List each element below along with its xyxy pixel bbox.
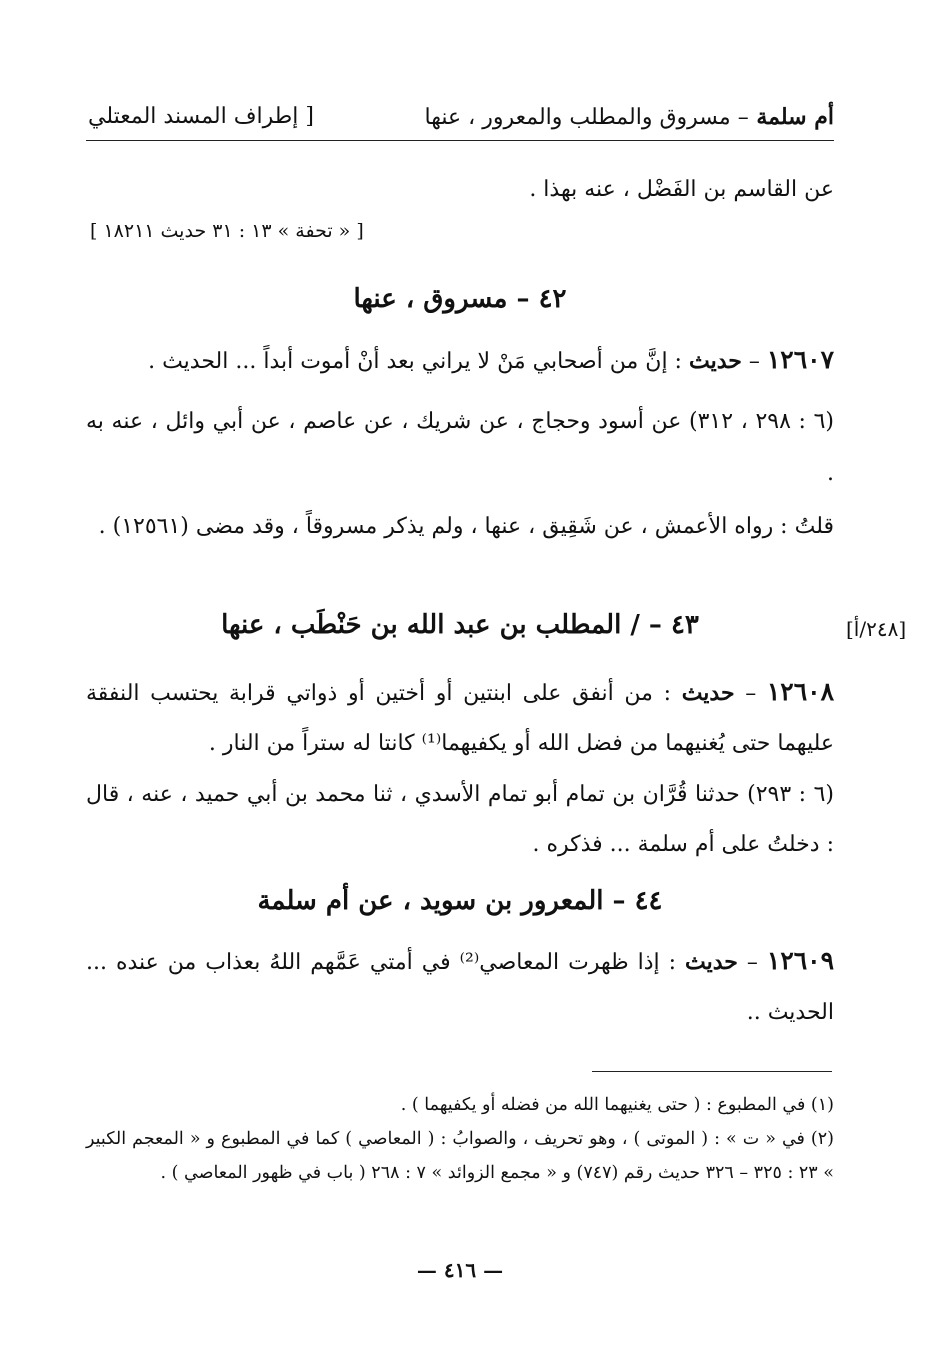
hadith-text: : إنَّ من أصحابي مَنْ لا يراني بعد أنْ أموت أبداً ... الحديث . (148, 349, 682, 374)
hadith-12607 (86, 335, 834, 387)
hadith-12607-isnad: (٦ : ٢٩٨ ، ٣١٢) عن أسود وحجاج ، عن شريك ، عن عاصم ، عن أبي وائل ، عنه به . (86, 409, 834, 486)
running-header-title (425, 104, 834, 130)
footnote-2: (٢) في « ت » : ( الموتى ) ، وهو تحريف ، والصوابُ : ( المعاصي ) كما في المطبوع و « المعجم الكبير » ٢٣ : ٣٢٥ – ٣٢٦ حديث رقم (٧٤٧) و « مجمع الزوائد » ٧ : ٢٦٨ ( باب في ظهور المعاصي ) . (86, 1129, 834, 1183)
section-title-42: ٤٢ – مسروق ، عنها (353, 284, 567, 314)
page-number: — ٤١٦ — (416, 1258, 504, 1282)
hadith-text: : إذا ظهرت المعاصي⁽²⁾ في أمتي عَمَّهم اللهُ بعذاب من عنده ... الحديث .. (86, 950, 834, 1025)
header-bold-title: أم سلمة (756, 104, 834, 130)
tuhfa-reference: [ « تحفة » ١٣ : ٣١ حديث ١٨٢١١ ] (90, 220, 364, 242)
hadith-text: : من أنفق على ابنتين أو أختين أو ذواتي قرابة يحتسب النفقة عليهما حتى يُغنيهما من فضل الله أو يكفيهما⁽¹⁾ كانتا له ستراً من النار . (86, 681, 834, 756)
footnote-1: (١) في المطبوع : ( حتى يغنيهما الله من فضله أو يكفيهما ) . (400, 1095, 834, 1115)
header-divider (86, 140, 834, 141)
hadith-number: ١٢٦٠٨ (766, 677, 835, 706)
hadith-12608-isnad: (٦ : ٢٩٣) حدثنا قُرَّان بن تمام أبو تمام الأسدي ، ثنا محمد بن أبي حميد ، عنه ، قال : دخلتُ على أم سلمة ... فذكره . (86, 782, 834, 857)
hadith-label: حديث (688, 348, 742, 374)
hadith-dash: – (745, 681, 757, 706)
hadith-12609 (86, 936, 834, 1038)
header-subtitle: – مسروق والمطلب والمعرور ، عنها (424, 105, 749, 130)
hadith-label: حديث (681, 680, 735, 706)
section-title-43: ٤٣ – / المطلب بن عبد الله بن حَنْطَب ، عنها (221, 610, 699, 640)
hadith-dash: – (748, 349, 760, 374)
hadith-12608 (86, 667, 834, 769)
intro-line: عن القاسم بن الفَضْل ، عنه بهذا . (529, 177, 834, 202)
manuscript-folio-marker: [٢٤٨/أ] (846, 617, 907, 641)
hadith-label: حديث (685, 949, 738, 975)
running-header-book: [ إطراف المسند المعتلي (88, 104, 314, 129)
section-title-44: ٤٤ – المعرور بن سويد ، عن أم سلمة (257, 886, 663, 916)
hadith-number: ١٢٦٠٧ (766, 345, 834, 374)
hadith-number: ١٢٦٠٩ (766, 946, 835, 975)
hadith-12607-note: قلتُ : رواه الأعمش ، عن شَقِيق ، عنها ، ولم يذكر مسروقاً ، وقد مضى (١٢٥٦١) . (98, 514, 834, 539)
footnote-divider (592, 1071, 832, 1072)
hadith-dash: – (746, 950, 758, 975)
